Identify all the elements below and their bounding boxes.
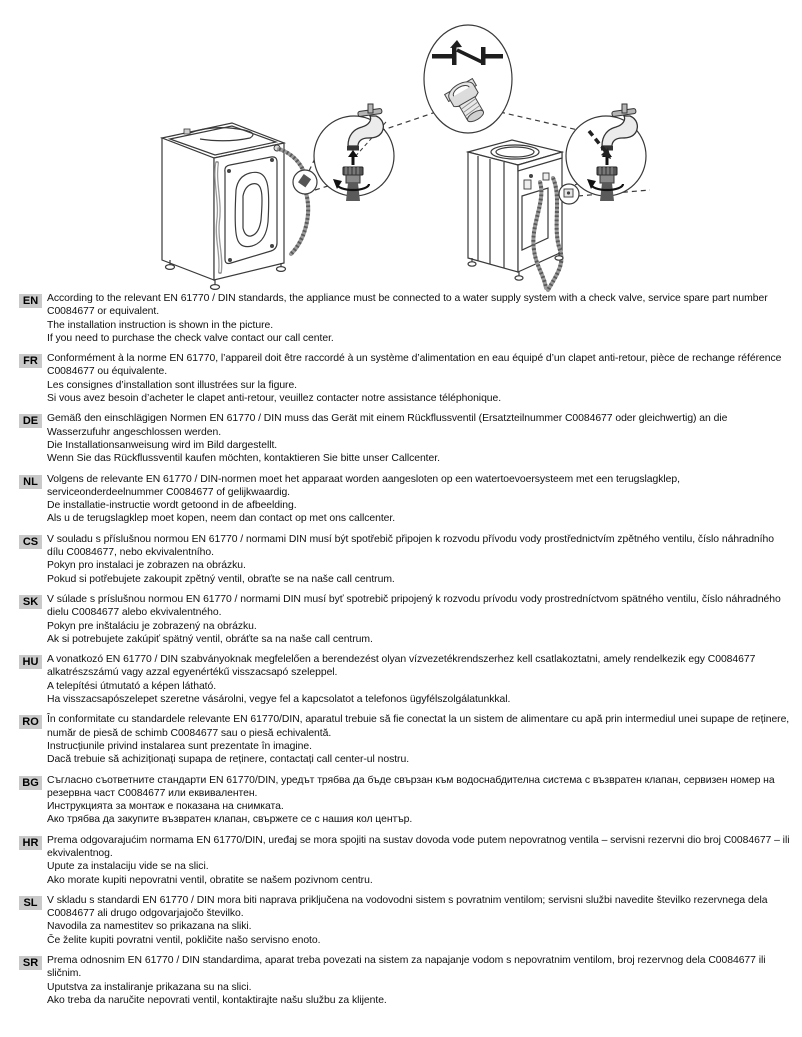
language-badge-hu: HU — [19, 655, 42, 669]
language-badge-bg: BG — [19, 776, 42, 790]
section-ro — [19, 713, 790, 766]
section-paragraph: Ако трябва да закупите възвратен клапан, свържете се с нашия кол център. — [47, 814, 413, 826]
section-paragraph: Gemäß den einschlägigen Normen EN 61770 / DIN muss das Gerät mit einem Rückflussventil (Ersatzteilnummer C0084677 oder gleichwertig) an die Wasserzufuhr angeschlossen werden. — [47, 413, 728, 438]
section-paragraph: În conformitate cu standardele relevante EN 61770/DIN, aparatul trebuie să fie conectat la un sistem de alimentare cu apă prin intermediul unei supape de reținere, număr de piesă de schimb C0084677 sau o piesă echivalentă. — [47, 714, 790, 739]
section-paragraph: Съгласно съответните стандарти EN 61770/DIN, уредът трябва да бъде свързан към водоснабдителна система с възвратен клапан, сервизен номер на резервна част C0084677 или еквивалентен. — [47, 774, 775, 799]
section-bg — [19, 774, 790, 827]
check-valve-callout — [424, 25, 512, 133]
language-badge-en: EN — [19, 294, 42, 308]
section-paragraph: Upute za instalaciju vide se na slici. — [47, 861, 209, 873]
section-text-sk — [47, 593, 790, 646]
language-badge-sr: SR — [19, 956, 42, 970]
section-text-nl — [47, 473, 790, 526]
section-paragraph: Si vous avez besoin d’acheter le clapet anti-retour, veuillez contacter notre assistance téléphonique. — [47, 393, 502, 405]
section-text-hu — [47, 653, 790, 706]
section-paragraph: Volgens de relevante EN 61770 / DIN-normen moet het apparaat worden aangesloten op een watertoevoersysteem met een terugslagklep, serviceonderdeelnummer C0084677 of gelijkwaardig. — [47, 473, 680, 498]
installation-figure — [0, 0, 802, 292]
language-badge-de: DE — [19, 414, 42, 428]
language-sections — [0, 292, 802, 1007]
section-paragraph: Navodila za namestitev so prikazana na sliki. — [47, 921, 252, 933]
section-text-bg — [47, 774, 790, 827]
section-paragraph: Ha visszacsapószelepet szeretne vásárolni, vegye fel a kapcsolatot a telefonos ügyfélszolgálatunkkal. — [47, 694, 511, 706]
section-paragraph: Prema odnosnim EN 61770 / DIN standardima, aparat treba povezati na sistem za napajanje vodom s nepovratnim ventilom, broj rezervnog dela C0084677 ili sličnim. — [47, 955, 766, 980]
installation-figure-svg — [0, 0, 802, 292]
section-paragraph: Če želite kupiti povratni ventil, pokličite našo servisno enoto. — [47, 934, 321, 946]
language-badge-sl: SL — [19, 896, 42, 910]
section-text-en — [47, 292, 790, 345]
section-paragraph: V skladu s standardi EN 61770 / DIN mora biti naprava priključena na vodovodni sistem s povratnim ventilom; servisni službi navedite številko rezervnega dela C0084677 ali drugo odgovarjajočo številko. — [47, 894, 768, 920]
section-paragraph: According to the relevant EN 61770 / DIN standards, the appliance must be connected to a water supply system with a check valve, service spare part number C0084677 or equivalent. — [47, 293, 768, 318]
section-paragraph: Die Installationsanweisung wird im Bild dargestellt. — [47, 439, 278, 451]
section-paragraph: Als u de terugslagklep moet kopen, neem dan contact op met ons callcenter. — [47, 513, 396, 525]
section-text-ro — [47, 713, 790, 766]
section-paragraph: The installation instruction is shown in the picture. — [47, 319, 274, 331]
section-text-sl — [47, 894, 790, 947]
section-paragraph: Uputstva za instaliranje prikazana su na slici. — [47, 981, 252, 993]
language-badge-fr: FR — [19, 354, 42, 368]
hose-connector-callout-right — [559, 184, 579, 204]
section-text-sr — [47, 954, 790, 1007]
language-badge-ro: RO — [19, 715, 42, 729]
section-paragraph: Pokud si potřebujete zakoupit zpětný ventil, obraťte se na naše call centrum. — [47, 573, 395, 585]
section-sk — [19, 593, 790, 646]
section-text-fr — [47, 352, 790, 405]
section-hu — [19, 653, 790, 706]
section-text-cs — [47, 533, 790, 586]
language-badge-cs: CS — [19, 535, 42, 549]
section-paragraph: Wenn Sie das Rückflussventil kaufen möchten, kontaktieren Sie bitte unser Callcenter. — [47, 453, 440, 465]
section-paragraph: V súlade s príslušnou normou EN 61770 / normami DIN musí byť spotrebič pripojený k rozvodu prívodu vody prostredníctvom spätného ventilu, číslo náhradného dielu C0084677 alebo ekvivalentného. — [47, 593, 781, 619]
section-de — [19, 412, 790, 465]
language-badge-sk: SK — [19, 595, 42, 609]
section-text-de — [47, 412, 790, 465]
section-sl — [19, 894, 790, 947]
section-paragraph: Conformément à la norme EN 61770, l’appareil doit être raccordé à un système d’alimentation en eau équipé d’un clapet anti-retour, pièce de rechange référence C0084677 ou équivalente. — [47, 353, 782, 378]
hose-connector-callout-left — [293, 170, 317, 194]
section-paragraph: Pokyn pre inštaláciu je zobrazený na obrázku. — [47, 620, 257, 632]
section-paragraph: Dacă trebuie să achiziționați supapa de reținere, contactați call center-ul nostru. — [47, 754, 410, 766]
section-paragraph: A vonatkozó EN 61770 / DIN szabványoknak megfelelően a berendezést olyan vízvezetékrendszerhez kell csatlakoztatni, amely rendelkezik egy C0084677 alkatrészszámú vagy azzal egyenértékű visszacsapó szeleppel. — [47, 654, 756, 679]
section-paragraph: A telepítési útmutató a képen látható. — [47, 680, 217, 692]
section-paragraph: Ak si potrebujete zakúpiť spätný ventil, obráťte sa na naše call centrum. — [47, 633, 373, 645]
top-load-washer-icon — [468, 140, 563, 290]
section-paragraph: De installatie-instructie wordt getoond in de afbeelding. — [47, 500, 297, 512]
section-paragraph: Pokyn pro instalaci je zobrazen na obrázku. — [47, 560, 246, 572]
language-badge-hr: HR — [19, 836, 42, 850]
section-cs — [19, 533, 790, 586]
language-badge-nl: NL — [19, 475, 42, 489]
section-paragraph: V souladu s příslušnou normou EN 61770 / normami DIN musí být spotřebič připojen k rozvodu přívodu vody prostřednictvím zpětného ventilu, číslo náhradního dílu C0084677, nebo ekvivalentního. — [47, 533, 774, 559]
section-nl — [19, 473, 790, 526]
section-sr — [19, 954, 790, 1007]
section-text-hr — [47, 834, 790, 887]
faucet-callout-right — [566, 104, 646, 201]
section-paragraph: Instrucțiunile privind instalarea sunt prezentate în imagine. — [47, 740, 312, 752]
section-fr — [19, 352, 790, 405]
section-paragraph: Les consignes d’installation sont illustrées sur la figure. — [47, 379, 298, 391]
section-paragraph: If you need to purchase the check valve contact our call center. — [47, 332, 334, 344]
section-hr — [19, 834, 790, 887]
section-en — [19, 292, 790, 345]
section-paragraph: Ako morate kupiti nepovratni ventil, obratite se našem pozivnom centru. — [47, 874, 373, 886]
section-paragraph: Ako treba da naručite nepovrati ventil, kontaktirajte našu službu za klijente. — [47, 994, 387, 1006]
section-paragraph: Инструкцията за монтаж е показана на снимката. — [47, 801, 284, 813]
front-load-washer-icon — [162, 123, 308, 289]
section-paragraph: Prema odgovarajućim normama EN 61770/DIN, uređaj se mora spojiti na sustav dovoda vode putem nepovratnog ventila – servisni rezervni dio broj C0084677 – ili ekvivalentnog. — [47, 834, 790, 859]
